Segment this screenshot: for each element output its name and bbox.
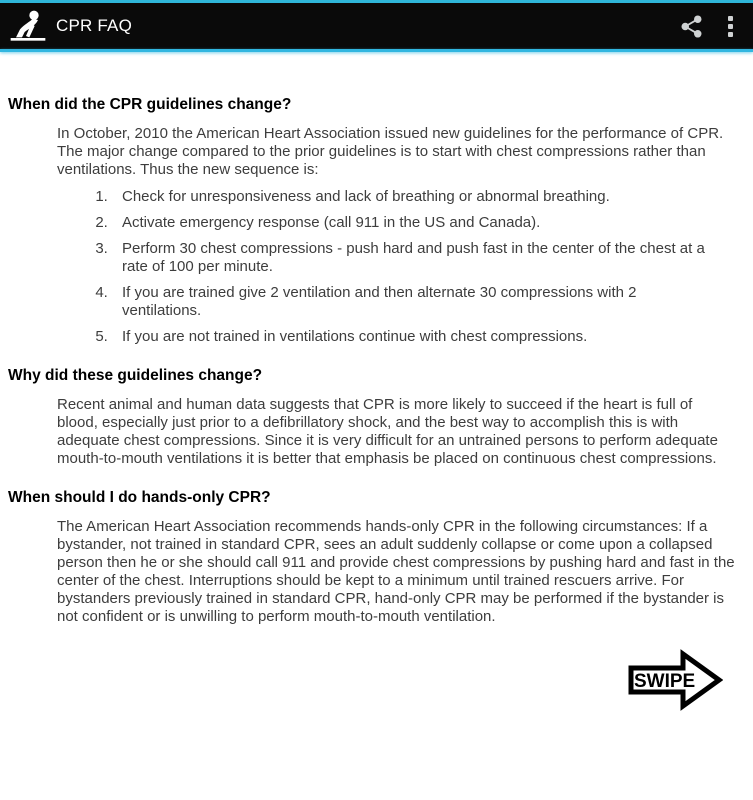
section-paragraph: The American Heart Association recommends hands-only CPR in the following circumstances: If a bystander, not trained in standard CPR, sees an adult suddenly collapse or come upon a collapsed person then he or she should call 911 and provide chest compressions by pushing hard and fast in the center of the chest. Interruptions should be kept to a minimum until trained rescuers arrive. For bystanders previously trained in standard CPR, hand-only CPR may be performed if the bystander is not confident or is unwilling to perform mouth-to-mouth ventilation. <box>57 518 735 625</box>
faq-section-guidelines-change <box>8 96 741 346</box>
action-bar <box>0 3 753 49</box>
cpr-sequence-list <box>8 188 741 346</box>
action-bar-actions <box>667 5 745 48</box>
swipe-indicator-row <box>8 647 741 713</box>
section-paragraph: Recent animal and human data suggests that CPR is more likely to succeed if the heart is full of blood, especially just prior to a defibrillatory shock, and the best way to accomplish this is with adequate chest compressions. Since it is very difficult for an untrained persons to perform adequate mouth-to-mouth ventilations it is better that emphasis be placed on continuous chest compressions. <box>57 396 718 467</box>
section-heading: Why did these guidelines change? <box>8 367 263 384</box>
section-heading: When should I do hands-only CPR? <box>8 489 271 506</box>
list-item: 5. If you are not trained in ventilations continue with chest compressions. <box>112 328 712 346</box>
page-title: CPR FAQ <box>56 16 133 35</box>
swipe-arrow-icon[interactable] <box>627 647 723 713</box>
cpr-app-logo-icon[interactable] <box>4 5 52 47</box>
list-item: 1. Check for unresponsiveness and lack of breathing or abnormal breathing. <box>112 188 712 206</box>
list-item: 3. Perform 30 chest compressions - push hard and push fast in the center of the chest at a rate of 100 per minute. <box>112 240 712 276</box>
faq-section-why-change <box>8 367 741 468</box>
list-item: 2. Activate emergency response (call 911 in the US and Canada). <box>112 214 712 232</box>
cpr-figure-icon <box>8 9 48 43</box>
swipe-label: SWIPE <box>634 671 696 692</box>
overflow-menu-button[interactable] <box>716 7 745 46</box>
overflow-menu-icon <box>728 16 733 37</box>
share-icon <box>679 14 704 39</box>
section-heading: When did the CPR guidelines change? <box>8 96 292 113</box>
share-button[interactable] <box>667 5 716 48</box>
faq-section-hands-only <box>8 489 741 626</box>
list-item: 4. If you are trained give 2 ventilation and then alternate 30 compressions with 2 ventilations. <box>112 284 712 320</box>
faq-content <box>0 52 753 713</box>
section-paragraph: In October, 2010 the American Heart Association issued new guidelines for the performance of CPR. The major change compared to the prior guidelines is to start with chest compressions rather than ventilations. Thus the new sequence is: <box>57 125 724 178</box>
